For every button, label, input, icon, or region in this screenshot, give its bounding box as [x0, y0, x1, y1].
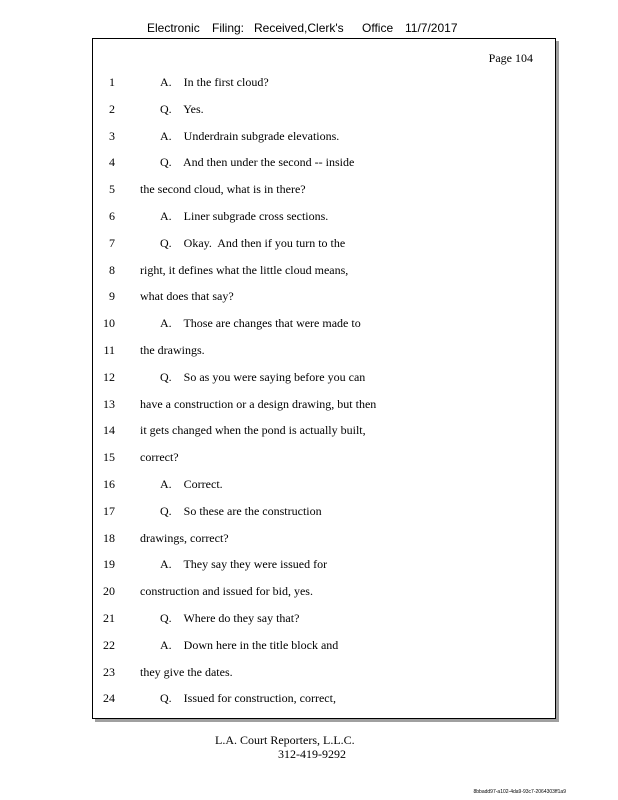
transcript-line [93, 423, 555, 439]
line-number: 24 [103, 691, 115, 706]
transcript-line [93, 209, 555, 225]
filing-header-word: 11/7/2017 [405, 21, 458, 35]
transcript-line [93, 289, 555, 305]
line-text: Q. So these are the construction [160, 503, 322, 518]
line-text: have a construction or a design drawing, but then [140, 396, 377, 411]
transcript-line [93, 263, 555, 279]
document-hash: 8bbadd97-a102-4da9-93c7-2064303ff1a9 [473, 789, 566, 795]
line-text: Q. Where do they say that? [160, 611, 300, 625]
line-number: 14 [103, 423, 115, 438]
transcript-line [93, 236, 555, 252]
line-number: 6 [109, 209, 115, 223]
transcript-line [93, 343, 555, 359]
line-text: Q. And then under the second -- inside [160, 155, 355, 170]
line-text: A. They say they were issued for [160, 557, 328, 572]
line-text: A. In the first cloud? [160, 75, 269, 89]
line-number: 5 [109, 182, 115, 197]
line-number: 22 [103, 637, 115, 652]
line-number: 21 [103, 611, 115, 625]
line-text: A. Correct. [160, 477, 223, 491]
line-text: A. Liner subgrade cross sections. [160, 209, 329, 223]
page-number: Page 104 [488, 51, 533, 65]
transcript-line [93, 75, 555, 91]
line-number: 3 [109, 128, 115, 143]
line-text: Q. Okay. And then if you turn to the [160, 235, 346, 250]
transcript-line [93, 611, 555, 627]
line-text: it gets changed when the pond is actually built, [140, 423, 366, 438]
line-number: 23 [103, 664, 115, 679]
transcript-line [93, 370, 555, 386]
line-text: drawings, correct? [140, 530, 229, 545]
line-text: what does that say? [140, 289, 234, 304]
line-text: A. Those are changes that were made to [160, 316, 361, 331]
line-number: 4 [109, 155, 115, 170]
transcript-line [93, 182, 555, 198]
line-text: Q. Issued for construction, correct, [160, 691, 336, 706]
line-number: 20 [103, 584, 115, 599]
line-text: construction and issued for bid, yes. [140, 584, 313, 599]
transcript-line [93, 450, 555, 466]
transcript-line [93, 638, 555, 654]
filing-header-word: Office [362, 21, 394, 35]
transcript-line [93, 504, 555, 520]
transcript-line [93, 691, 555, 707]
line-text: Q. So as you were saying before you can [160, 369, 366, 384]
transcript-line [93, 316, 555, 332]
transcript-line [93, 531, 555, 547]
line-number: 11 [103, 343, 115, 357]
line-number: 10 [103, 316, 115, 331]
filing-header-word: Electronic [147, 21, 200, 35]
transcript-line [93, 557, 555, 573]
footer-phone: 312-419-9292 [278, 747, 346, 761]
line-number: 15 [103, 450, 115, 465]
line-text: the second cloud, what is in there? [140, 182, 306, 197]
line-number: 7 [109, 235, 115, 250]
transcript-line [93, 584, 555, 600]
line-text: Q. Yes. [160, 101, 204, 116]
transcript-page [92, 38, 556, 719]
line-text: A. Down here in the title block and [160, 637, 339, 652]
line-number: 16 [103, 477, 115, 491]
transcript-line [93, 397, 555, 413]
transcript-line [93, 129, 555, 145]
line-text: A. Underdrain subgrade elevations. [160, 128, 340, 143]
line-number: 1 [109, 75, 115, 89]
line-number: 12 [103, 369, 115, 384]
footer-company: L.A. Court Reporters, L.L.C. [215, 733, 355, 747]
line-number: 13 [103, 396, 115, 411]
line-text: right, it defines what the little cloud means, [140, 262, 349, 277]
filing-header-word: Filing: [212, 21, 245, 35]
line-text: they give the dates. [140, 664, 233, 679]
line-number: 8 [109, 262, 115, 277]
transcript-line [93, 665, 555, 681]
line-text: the drawings. [140, 343, 205, 357]
transcript-line [93, 155, 555, 171]
line-number: 2 [109, 101, 115, 116]
transcript-line [93, 102, 555, 118]
filing-header-word: Received,Clerk's [254, 21, 344, 35]
line-number: 18 [103, 530, 115, 545]
line-text: correct? [140, 450, 179, 465]
transcript-line [93, 477, 555, 493]
line-number: 17 [103, 503, 115, 518]
line-number: 9 [109, 289, 115, 304]
line-number: 19 [103, 557, 115, 572]
